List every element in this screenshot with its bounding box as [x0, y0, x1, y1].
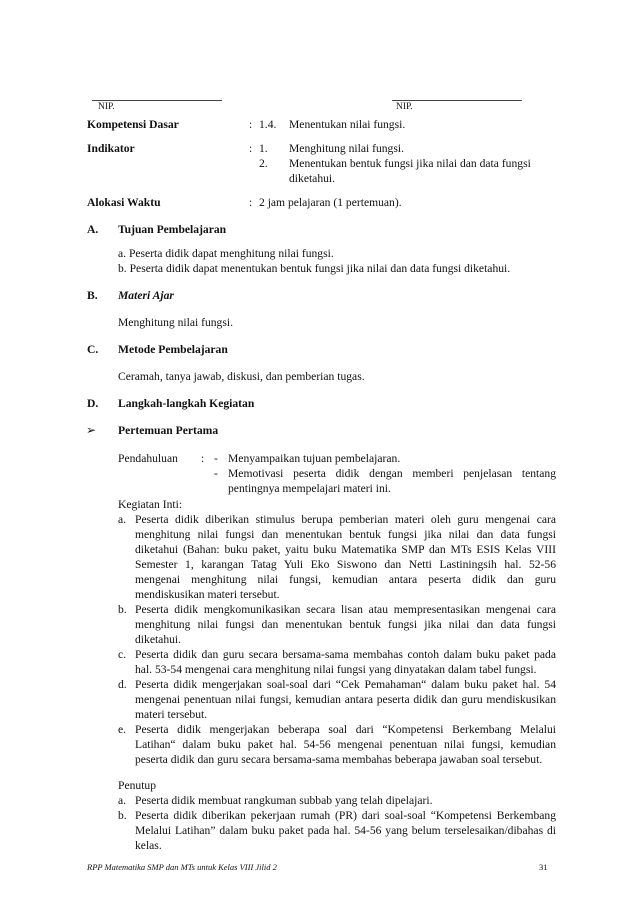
- arrow-bullet-icon: ➢: [86, 423, 97, 437]
- inti-d-line: Peserta didik mengerjakan soal-soal dari “Cek Pemahaman“ dalam buku paket hal. 54: [135, 678, 556, 691]
- section-a-letter: A.: [87, 223, 99, 236]
- footer-title: RPP Matematika SMP dan MTs untuk Kelas VIII Jilid 2: [87, 862, 277, 872]
- kd-label: Kompetensi Dasar: [87, 118, 179, 131]
- inti-a-line: menghitung nilai fungsi dan menentukan bentuk fungsi jika nilai dan data fungsi: [135, 528, 556, 541]
- inti-label: Kegiatan Inti:: [118, 498, 183, 511]
- section-b-letter: B.: [87, 289, 98, 302]
- kd-text: Menentukan nilai fungsi.: [289, 118, 406, 131]
- section-d-title: Langkah-langkah Kegiatan: [118, 397, 255, 410]
- signature-line-right: [392, 100, 522, 101]
- indikator-num-2: 2.: [259, 157, 268, 170]
- penutup-label: Penutup: [118, 779, 157, 792]
- inti-b-line: Peserta didik mengkomunikasikan secara lisan atau mempresentasikan mengenai cara: [135, 603, 556, 616]
- inti-d-line: materi tersebut.: [135, 708, 208, 721]
- pendahuluan-item-2a: Memotivasi peserta didik dengan memberi penjelasan tentang: [228, 467, 556, 480]
- nip-right: NIP.: [396, 102, 413, 112]
- nip-left: NIP.: [98, 102, 115, 112]
- indikator-colon: :: [249, 142, 253, 155]
- inti-b-line: diketahui.: [135, 633, 182, 646]
- inti-e-line: Peserta didik mengerjakan beberapa soal dari “Kompetensi Berkembang Melalui: [135, 723, 556, 736]
- inti-c-letter: c.: [118, 648, 127, 661]
- pendahuluan-colon: :: [201, 452, 205, 465]
- kd-number: 1.4.: [259, 118, 277, 131]
- inti-e-line: Latihan“ dalam buku paket hal. 54-56 mengenai penentuan nilai fungsi, kemudian: [135, 738, 556, 751]
- kd-colon: :: [249, 118, 253, 131]
- section-c-title: Metode Pembelajaran: [118, 343, 228, 356]
- section-c-letter: C.: [87, 343, 99, 356]
- inti-d-line: mengenai penentuan nilai fungsi, kemudian antara peserta didik dan guru mendiskusikan: [135, 693, 556, 706]
- penutup-b-letter: b.: [118, 809, 127, 822]
- inti-d-letter: d.: [118, 678, 127, 691]
- pendahuluan-item-2b: pentingnya mempelajari materi ini.: [228, 482, 391, 495]
- alokasi-text: 2 jam pelajaran (1 pertemuan).: [259, 196, 402, 209]
- inti-a-line: Peserta didik diberikan stimulus berupa pemberian materi oleh guru mengenai cara: [135, 513, 556, 526]
- penutup-a-line: Peserta didik membuat rangkuman subbab yang telah dipelajari.: [135, 794, 433, 807]
- inti-a-line: Semester 1, karangan Tatag Yuli Eko Siswono dan Netti Lastiningsih hal. 52-56: [135, 558, 556, 571]
- pendahuluan-dash-1: -: [214, 452, 218, 465]
- tujuan-item-b: b. Peserta didik dapat menentukan bentuk fungsi jika nilai dan data fungsi diketahui.: [118, 262, 511, 275]
- section-d-letter: D.: [87, 397, 99, 410]
- metode-body: Ceramah, tanya jawab, diskusi, dan pemberian tugas.: [118, 370, 365, 383]
- penutup-b-line: Peserta didik diberikan pekerjaan rumah (PR) dari soal-soal “Kompetensi Berkembang: [135, 809, 556, 822]
- pendahuluan-label: Pendahuluan: [118, 452, 178, 465]
- pendahuluan-item-1: Menyampaikan tujuan pembelajaran.: [228, 452, 401, 465]
- penutup-b-line: kelas.: [135, 839, 162, 852]
- penutup-b-line: Melalui Latihan” dalam buku paket pada hal. 54-56 yang belum terselesaikan/dibahas di: [135, 824, 556, 837]
- inti-b-line: menghitung nilai fungsi dan menentukan bentuk fungsi jika nilai dan data fungsi: [135, 618, 556, 631]
- materi-body: Menghitung nilai fungsi.: [118, 316, 233, 329]
- signature-line-left: [92, 100, 222, 101]
- indikator-text-2: Menentukan bentuk fungsi jika nilai dan data fungsi: [289, 157, 531, 170]
- inti-e-letter: e.: [118, 723, 127, 736]
- inti-b-letter: b.: [118, 603, 127, 616]
- alokasi-colon: :: [249, 196, 253, 209]
- indikator-text-1: Menghitung nilai fungsi.: [289, 142, 404, 155]
- inti-a-line: mendiskusikan materi tersebut.: [135, 588, 280, 601]
- indikator-text-2-cont: diketahui.: [289, 172, 336, 185]
- section-a-title: Tujuan Pembelajaran: [118, 223, 227, 236]
- inti-a-line: diketahui (Bahan: buku paket, yaitu buku Matematika SMP dan MTs ESIS Kelas VIII: [135, 543, 556, 556]
- indikator-num-1: 1.: [259, 142, 268, 155]
- tujuan-item-a: a. Peserta didik dapat menghitung nilai fungsi.: [118, 247, 334, 260]
- inti-a-line: mengenai menghitung nilai fungsi, kemudian antara peserta didik dan guru: [135, 573, 556, 586]
- inti-c-line: hal. 53-54 mengenai cara menghitung nilai fungsi yang dinyatakan dalam tabel fungsi.: [135, 663, 537, 676]
- inti-c-line: Peserta didik dan guru secara bersama-sama membahas contoh dalam buku paket pada: [135, 648, 556, 661]
- pendahuluan-dash-2: -: [214, 467, 218, 480]
- inti-a-letter: a.: [118, 513, 127, 526]
- page-number: 31: [539, 862, 548, 872]
- alokasi-label: Alokasi Waktu: [87, 196, 161, 209]
- indikator-label: Indikator: [87, 142, 135, 155]
- pertemuan-title: Pertemuan Pertama: [118, 424, 219, 437]
- penutup-a-letter: a.: [118, 794, 127, 807]
- section-b-title: Materi Ajar: [118, 289, 174, 302]
- inti-e-line: peserta didik dan guru secara bersama-sama membahas beberapa jawaban soal tersebut.: [135, 753, 543, 766]
